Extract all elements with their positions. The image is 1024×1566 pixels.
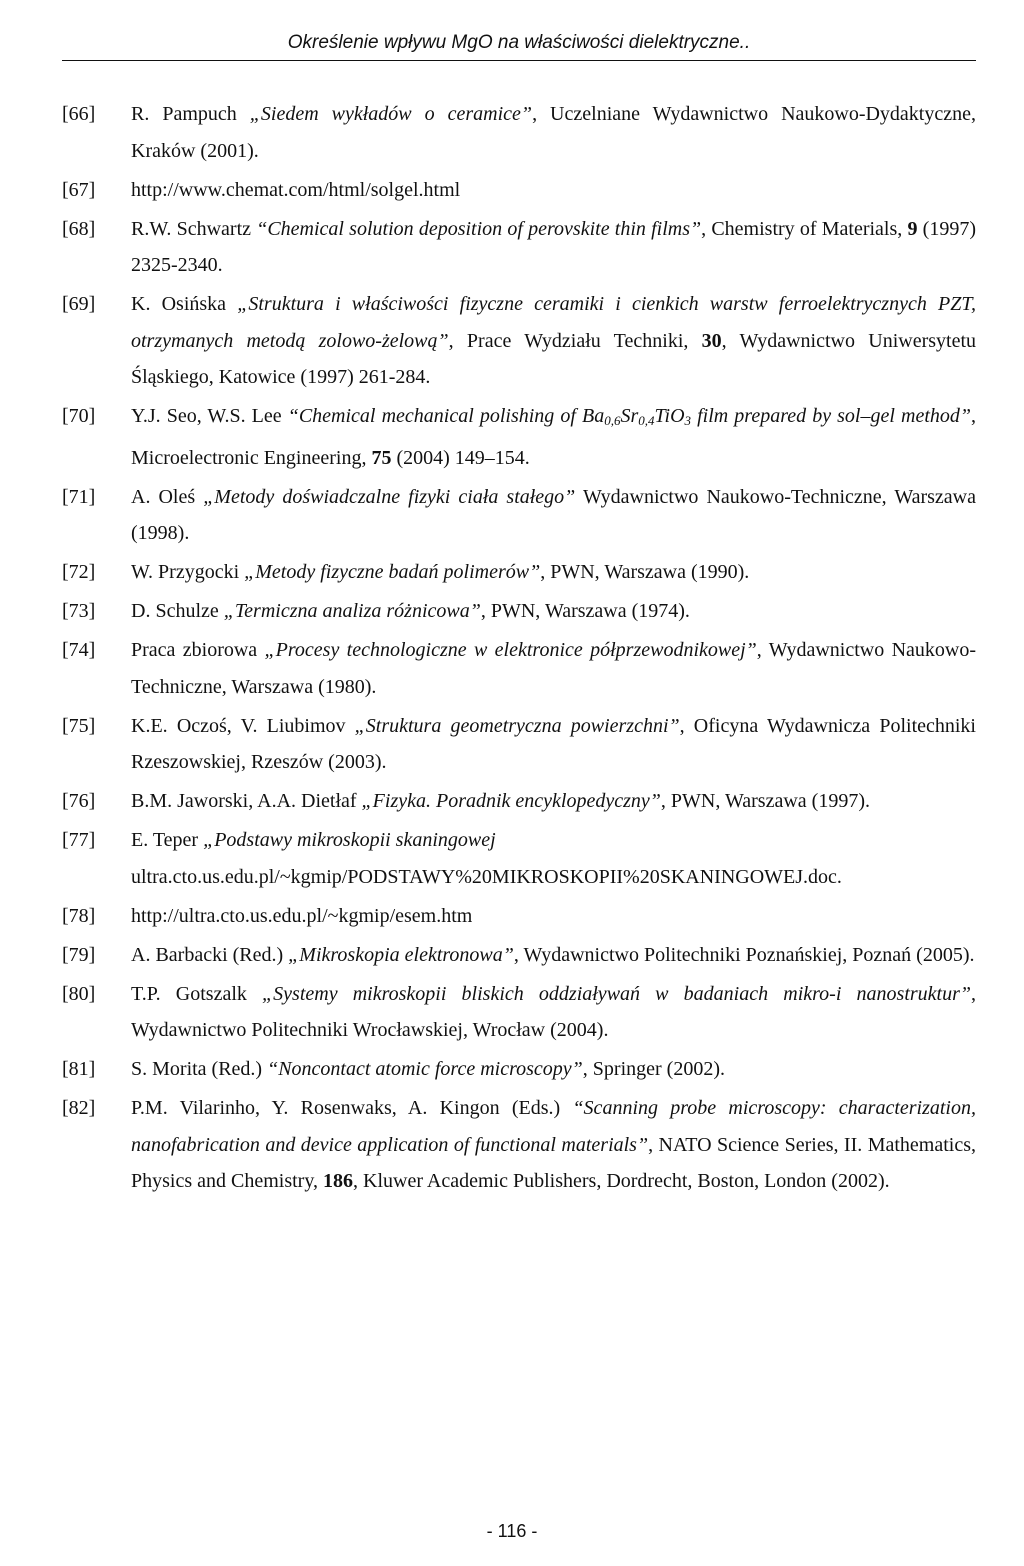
reference-number: [74] (62, 639, 96, 661)
reference-text (131, 286, 976, 396)
reference-number: [81] (62, 1058, 96, 1080)
header-rule (62, 60, 976, 61)
reference-text (131, 554, 976, 591)
reference-text (131, 937, 976, 974)
reference-title: „Mikroskopia elektronowa” (288, 943, 514, 966)
reference-publisher: , Wydawnictwo Politechniki Poznańskiej, Poznań (2005). (513, 943, 975, 966)
title-part: “Chemical mechanical polishing of Ba (287, 405, 605, 427)
reference-number: [71] (62, 485, 96, 508)
reference-author: D. Schulze (131, 600, 224, 622)
reference-author: P.M. Vilarinho, Y. Rosenwaks, A. Kingon (Eds.) (131, 1097, 573, 1119)
reference-text (131, 211, 976, 284)
reference-title: „Fizyka. Poradnik encyklopedyczny” (361, 790, 661, 812)
page-number: - 116 - (486, 1521, 538, 1541)
reference-title: „Metody fizyczne badań polimerów” (244, 561, 541, 583)
reference-text (131, 632, 976, 705)
reference-url: http://ultra.cto.us.edu.pl/~kgmip/esem.htm (131, 904, 473, 927)
reference-number: [66] (62, 103, 96, 125)
reference-title: “Noncontact atomic force microscopy” (267, 1058, 583, 1080)
title-part: Sr (620, 405, 639, 427)
reference-author: A. Oleś (131, 485, 204, 508)
reference-url: ultra.cto.us.edu.pl/~kgmip/PODSTAWY%20MIKROSKOPII%20SKANINGOWEJ.doc. (131, 865, 842, 888)
reference-text (131, 783, 976, 820)
reference-volume: 75 (371, 446, 392, 469)
reference-volume: 186 (323, 1170, 354, 1192)
reference-text (131, 398, 976, 476)
reference-number: [82] (62, 1097, 96, 1119)
reference-82 (62, 1090, 976, 1200)
reference-text (131, 976, 976, 1049)
reference-publisher: , PWN, Warszawa (1990). (540, 561, 750, 583)
reference-series: , NATO Science Series, II. Mathematics, Physics and Chemistry, (131, 1133, 976, 1192)
reference-text (131, 593, 976, 630)
reference-author: W. Przygocki (131, 561, 245, 583)
reference-author: E. Teper (131, 829, 204, 851)
reference-publisher: , Uczelniane Wydawnictwo Naukowo-Dydaktyczne, Kraków (2001). (131, 103, 976, 162)
reference-publisher: , Springer (2002). (582, 1058, 725, 1080)
reference-69 (62, 286, 976, 396)
reference-74 (62, 632, 976, 705)
reference-number: [67] (62, 178, 96, 201)
reference-list (62, 96, 976, 1202)
reference-title: „Metody doświadczalne fizyki ciała stałego” (203, 485, 576, 508)
reference-author: B.M. Jaworski, A.A. Dietłaf (131, 790, 362, 812)
reference-text (131, 1051, 976, 1088)
reference-number: [78] (62, 904, 96, 927)
reference-text (131, 822, 976, 895)
reference-title: „Systemy mikroskopii bliskich oddziaływań w badaniach mikro-i nanostruktur” (262, 982, 971, 1005)
reference-title: „Struktura geometryczna powierzchni” (354, 714, 680, 737)
subscript: 0,6 (604, 413, 621, 428)
reference-number: [72] (62, 561, 96, 583)
reference-title (288, 405, 971, 427)
reference-number: [79] (62, 943, 96, 966)
reference-publisher: , Oficyna Wydawnicza Politechniki Rzeszowskiej, Rzeszów (2003). (131, 714, 976, 773)
reference-66 (62, 96, 976, 169)
title-part: film prepared by sol–gel method” (691, 405, 971, 427)
reference-75 (62, 708, 976, 781)
reference-number: [73] (62, 600, 96, 622)
reference-author: S. Morita (Red.) (131, 1058, 268, 1080)
reference-title: „Procesy technologiczne w elektronice półprzewodnikowej” (264, 639, 757, 661)
reference-title: “Scanning probe microscopy: characterization, nanofabrication and device application of functional materials” (131, 1097, 976, 1156)
reference-pages: (2004) 149–154. (391, 446, 530, 469)
reference-author: K.E. Oczoś, V. Liubimov (131, 714, 355, 737)
reference-publisher: , Kluwer Academic Publishers, Dordrecht, Boston, London (2002). (353, 1170, 890, 1192)
subscript: 0,4 (638, 413, 655, 428)
reference-title: „Podstawy mikroskopii skaningowej (203, 829, 496, 851)
reference-title: „Struktura i właściwości fizyczne ceramiki i cienkich warstw ferroelektrycznych PZT, otrzymanych metodą zolowo-żelową” (131, 293, 976, 352)
reference-80 (62, 976, 976, 1049)
reference-number: [70] (62, 405, 96, 427)
reference-number: [69] (62, 293, 96, 315)
reference-title: „Termiczna analiza różnicowa” (223, 600, 481, 622)
reference-publisher: , Wydawnictwo Naukowo-Techniczne, Warszawa (1980). (131, 639, 976, 698)
reference-title: „Siedem wykładów o ceramice” (249, 103, 533, 125)
reference-author: T.P. Gotszalk (131, 982, 263, 1005)
reference-volume: 9 (907, 217, 918, 240)
reference-81 (62, 1051, 976, 1088)
reference-journal: , Microelectronic Engineering, (131, 405, 976, 469)
title-part: TiO (654, 405, 685, 427)
reference-author: R.W. Schwartz (131, 217, 257, 240)
reference-title: “Chemical solution deposition of perovskite thin films” (256, 217, 702, 240)
reference-text (131, 479, 976, 552)
reference-pages: (1997) 2325-2340. (131, 217, 976, 276)
reference-publisher: , PWN, Warszawa (1997). (660, 790, 870, 812)
reference-number: [76] (62, 790, 96, 812)
reference-71 (62, 479, 976, 552)
reference-79 (62, 937, 976, 974)
reference-author: A. Barbacki (Red.) (131, 943, 289, 966)
reference-72 (62, 554, 976, 591)
reference-number: [80] (62, 982, 96, 1005)
reference-number: [77] (62, 829, 96, 851)
reference-text (131, 708, 976, 781)
reference-77 (62, 822, 976, 895)
reference-78 (62, 898, 976, 935)
reference-journal: , Chemistry of Materials, (701, 217, 908, 240)
reference-volume: 30 (701, 329, 722, 352)
reference-journal: , Prace Wydziału Techniki, (448, 329, 702, 352)
reference-publisher: , PWN, Warszawa (1974). (480, 600, 690, 622)
reference-publisher: , Wydawnictwo Politechniki Wrocławskiej, Wrocław (2004). (131, 982, 976, 1041)
reference-author: K. Osińska (131, 293, 238, 315)
reference-author: R. Pampuch (131, 103, 250, 125)
running-header: Określenie wpływu MgO na właściwości dielektryczne.. (287, 32, 751, 53)
reference-number: [75] (62, 714, 96, 737)
reference-author: Y.J. Seo, W.S. Lee (131, 405, 288, 427)
reference-67 (62, 172, 976, 209)
reference-pages: , Wydawnictwo Uniwersytetu Śląskiego, Katowice (1997) 261-284. (131, 329, 977, 388)
reference-76 (62, 783, 976, 820)
reference-publisher: Wydawnictwo Naukowo-Techniczne, Warszawa (1998). (131, 485, 976, 544)
reference-author: Praca zbiorowa (131, 639, 265, 661)
reference-70 (62, 398, 976, 476)
reference-68 (62, 211, 976, 284)
reference-number: [68] (62, 217, 96, 240)
subscript: 3 (684, 413, 692, 428)
reference-text (131, 96, 976, 169)
reference-text (131, 1090, 976, 1200)
reference-73 (62, 593, 976, 630)
reference-url: http://www.chemat.com/html/solgel.html (131, 178, 461, 201)
